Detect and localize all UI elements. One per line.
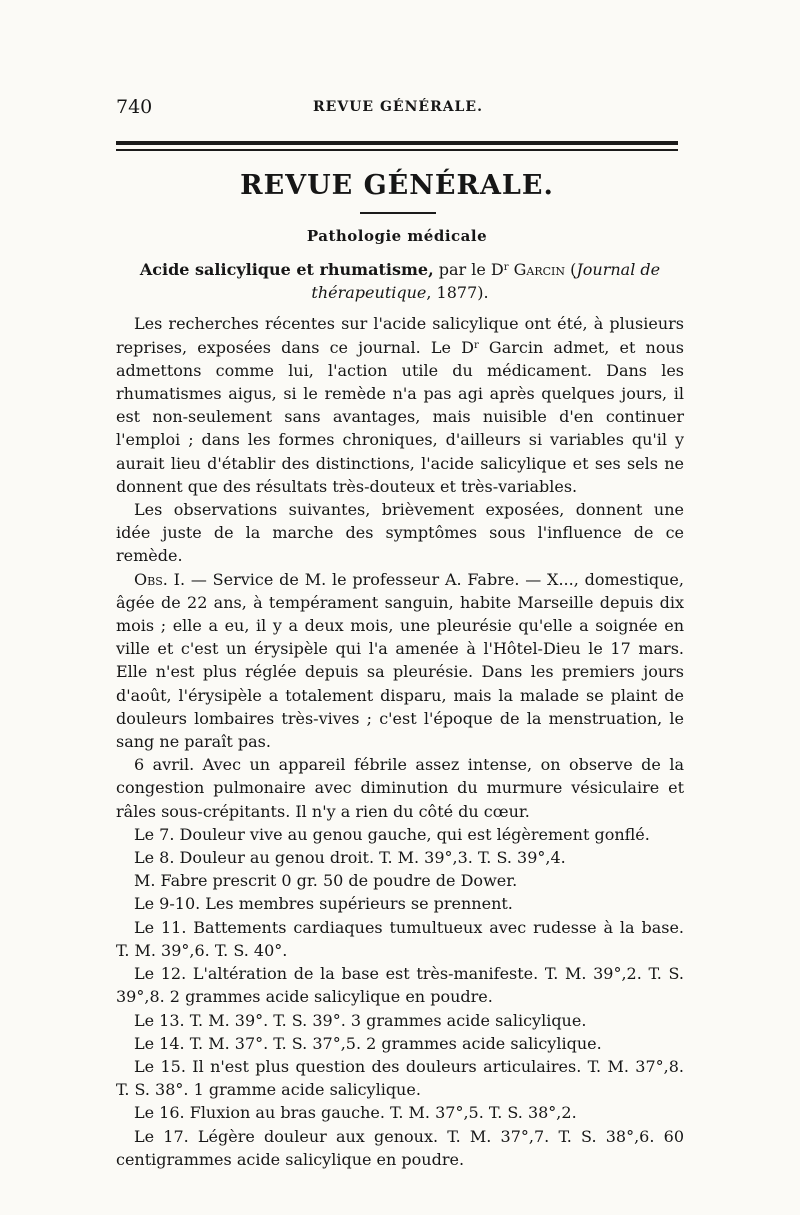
journal-entry: Le 15. Il n'est plus question des douleurs articulaires. T. M. 37°,8. T. S. 38°. 1 gramme acide salicylique. xyxy=(116,1056,684,1100)
section-title: REVUE GÉNÉRALE. xyxy=(240,170,554,201)
article-title xyxy=(116,258,684,304)
journal-entry: Le 16. Fluxion au bras gauche. T. M. 37°,5. T. S. 38°,2. xyxy=(134,1103,577,1123)
article-year: , 1877). xyxy=(426,283,489,303)
paragraph-sup: r xyxy=(473,339,479,351)
journal-entry: Le 17. Légère douleur aux genoux. T. M. 37°,7. T. S. 38°,6. 60 centigrammes acide salicylique en poudre. xyxy=(116,1126,684,1169)
observation-text: — Service de M. le professeur A. Fabre. — X..., domestique, âgée de 22 ans, à tempérament sanguin, habite Marseille depuis dix mois ; elle a eu, il y a deux mois, une pleurésie qu'elle a soignée en ville et c'est un érysipèle qui l'a amenée à l'Hôtel-Dieu le 17 mars. Elle n'est plus réglée depuis sa pleurésie. Dans les premiers jours d'août, l'érysipèle a totalement disparu, mais la malade se plaint de douleurs lombaires très-vives ; c'est l'époque de la menstruation, le sang ne paraît pas. xyxy=(116,569,684,752)
journal-entry: M. Fabre prescrit 0 gr. 50 de poudre de Dower. xyxy=(134,871,518,891)
running-title: REVUE GÉNÉRALE. xyxy=(313,99,483,115)
article-author: Garcin xyxy=(513,260,566,279)
journal-entry: Le 9-10. Les membres supérieurs se prennent. xyxy=(134,894,513,914)
observation-paragraph xyxy=(116,568,684,754)
section-divider xyxy=(360,212,436,214)
page-number: 740 xyxy=(116,96,153,118)
journal-entry: Le 12. L'altération de la base est très-manifeste. T. M. 39°,2. T. S. 39°,8. 2 grammes acide salicylique en poudre. xyxy=(116,964,684,1007)
journal-entry: Le 8. Douleur au genou droit. T. M. 39°,3. T. S. 39°,4. xyxy=(134,848,566,868)
paragraph xyxy=(116,312,684,498)
article-title-sup: r xyxy=(503,262,509,273)
paragraph: Les observations suivantes, brièvement exposées, donnent une idée juste de la marche des symptômes sous l'influence de ce remède. xyxy=(116,500,684,566)
paragraph-text: Les recherches récentes sur l'acide salicylique ont été, à plusieurs reprises, exposées dans ce journal. Le D xyxy=(116,314,684,357)
article-body xyxy=(116,258,684,1171)
article-title-main: Acide salicylique et rhumatisme, xyxy=(139,260,434,279)
header-double-rule-bottom xyxy=(116,149,678,151)
paragraph: 6 avril. Avec un appareil fébrile assez intense, on observe de la congestion pulmonaire avec diminution du murmure vésiculaire et râles sous-crépitants. Il n'y a rien du côté du cœur. xyxy=(116,755,684,821)
subsection-title: Pathologie médicale xyxy=(306,227,488,245)
article-title-by: par le D xyxy=(433,260,504,279)
journal-entry: Le 13. T. M. 39°. T. S. 39°. 3 grammes acide salicylique. xyxy=(134,1010,587,1030)
running-head xyxy=(116,96,680,124)
header-double-rule-top xyxy=(116,141,678,145)
journal-entry: Le 7. Douleur vive au genou gauche, qui est légèrement gonflé. xyxy=(134,824,650,844)
paragraph-text-cont: Garcin admet, et nous admettons comme lui, l'action utile du médicament. Dans les rhumatismes aigus, si le remède n'a pas agi après quelques jours, il est non-seulement sans avantages, mais nuisible d'en continuer l'emploi ; dans les formes chroniques, d'ailleurs si variables qu'il y aurait lieu d'établir des distinctions, l'acide salicylique et ses sels ne donnent que des résultats très-douteux et très-variables. xyxy=(116,337,685,496)
journal-entry: Le 11. Battements cardiaques tumultueux avec rudesse à la base. T. M. 39°,6. T. S. 40°. xyxy=(116,917,684,960)
observation-label: Obs. I. xyxy=(134,569,186,589)
article-title-paren: ( xyxy=(565,260,577,279)
journal-entry: Le 14. T. M. 37°. T. S. 37°,5. 2 grammes acide salicylique. xyxy=(134,1033,602,1053)
article-journal: Journal de thérapeutique xyxy=(311,260,661,303)
